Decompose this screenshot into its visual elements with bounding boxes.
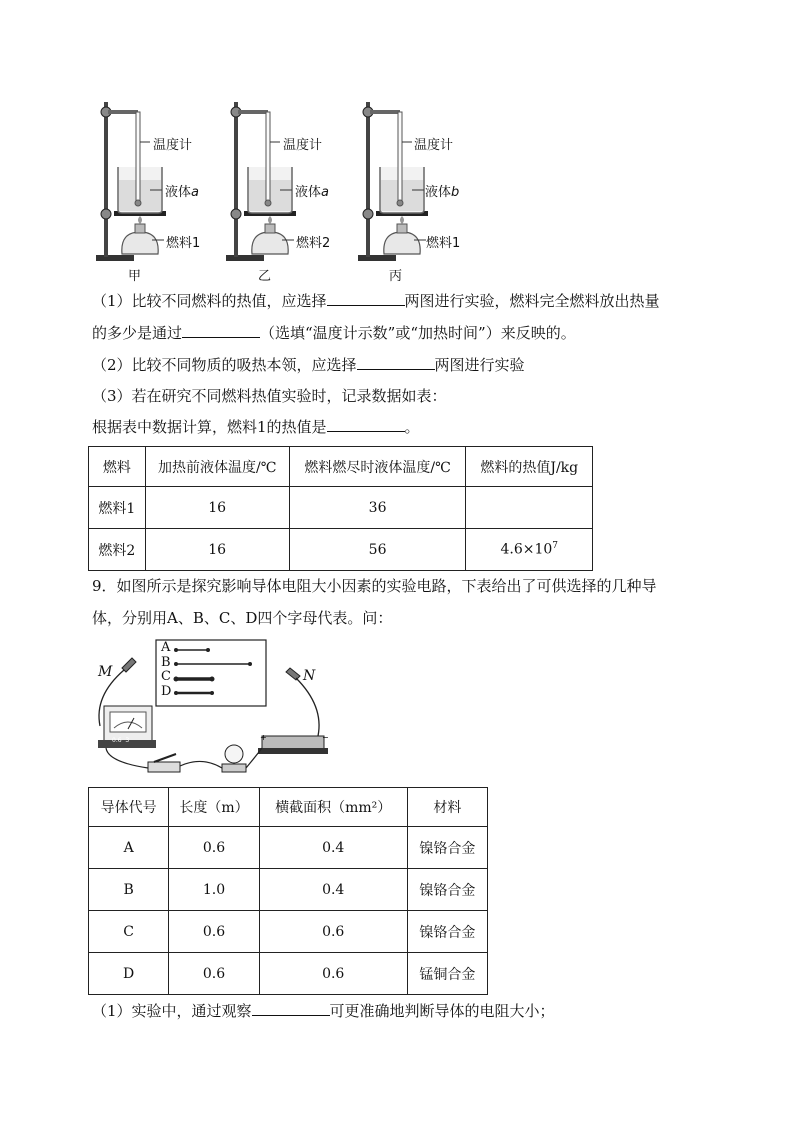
q8-part1-line2: 的多少是通过 （选填“温度计示数”或“加热时间”）来反映的。	[92, 324, 576, 342]
conductor-table	[88, 787, 488, 995]
table-row: A 0.6 0.4 镍铬合金	[89, 827, 488, 869]
q8-part2: （2）比较不同物质的吸热本领，应选择 两图进行实验	[92, 356, 525, 374]
svg-text:−: −	[322, 733, 329, 742]
clip-label-n: N	[303, 668, 316, 684]
table-row: C 0.6 0.6 镍铬合金	[89, 911, 488, 953]
fuel-label-yi: 燃料2	[296, 236, 331, 251]
liquid-label-yi: 液体a	[295, 185, 329, 200]
caption-bing: 丙	[389, 269, 403, 284]
table-row: B 1.0 0.4 镍铬合金	[89, 869, 488, 911]
q9-stem-line1: 9．如图所示是探究影响导体电阻大小因素的实验电路，下表给出了可供选择的几种导	[92, 577, 657, 595]
answer-blank[interactable]	[327, 417, 405, 432]
thermometer-label-yi: 温度计	[283, 138, 323, 153]
table-row: D 0.6 0.6 锰铜合金	[89, 953, 488, 995]
answer-blank[interactable]	[327, 291, 405, 306]
caption-yi: 乙	[258, 269, 272, 284]
clip-label-m: M	[98, 664, 113, 680]
liquid-label-bing: 液体b	[425, 185, 460, 200]
q8-part3: （3）若在研究不同燃料热值实验时，记录数据如表：	[92, 387, 447, 405]
svg-text:+: +	[260, 733, 267, 742]
fuel-label-jia: 燃料1	[166, 236, 201, 251]
conductor-labels: A B C D	[161, 640, 172, 699]
table-header-row: 燃料 加热前液体温度/℃ 燃料燃尽时液体温度/℃ 燃料的热值J/kg	[89, 447, 593, 487]
answer-blank[interactable]	[357, 355, 435, 370]
q8-part4: 根据表中数据计算，燃料1的热值是 。	[92, 418, 420, 436]
q8-part1-line1: （1）比较不同燃料的热值，应选择 两图进行实验，燃料完全燃料放出热量	[92, 292, 660, 310]
caption-jia: 甲	[128, 269, 142, 284]
thermometer-label-bing: 温度计	[414, 138, 454, 153]
table-row: 燃料2 16 56 $4.6\times 10^7$	[89, 529, 593, 571]
answer-blank[interactable]	[182, 323, 260, 338]
q9-part1: （1）实验中，通过观察 可更准确地判断导体的电阻大小；	[92, 1002, 555, 1020]
fuel-label-bing: 燃料1	[426, 236, 461, 251]
answer-blank[interactable]	[252, 1001, 330, 1016]
fuel-data-table	[88, 446, 593, 571]
table-row: 燃料1 16 36	[89, 487, 593, 529]
ammeter-scale: 0.6 3	[112, 737, 130, 744]
q9-stem-line2: 体，分别用A、B、C、D四个字母代表。问：	[92, 609, 393, 627]
thermometer-label-jia: 温度计	[153, 138, 193, 153]
table-header-row: 导体代号 长度（m） 横截面积（mm²） 材料	[89, 788, 488, 827]
circuit-figure	[92, 636, 342, 782]
liquid-label-jia: 液体a	[165, 185, 199, 200]
